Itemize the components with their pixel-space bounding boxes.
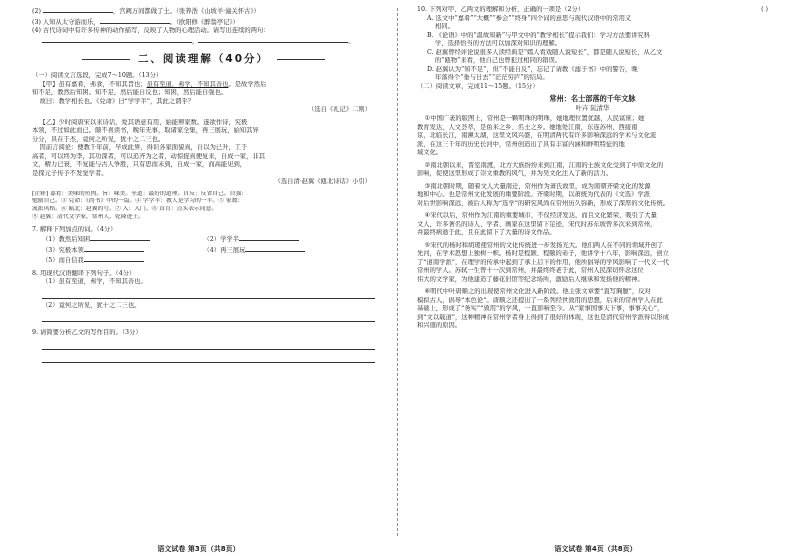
answer-blank[interactable] (100, 17, 170, 24)
option-d-cont: 年落得个“垂与日去”“茫茫穷庐”的结局。 (435, 74, 549, 81)
option-c-cont: 的“瓯物”来看，他自己也曾犯过相同的错误。 (435, 57, 562, 64)
answer-blank[interactable] (43, 6, 113, 13)
question-7-items: （1）教然后知困 （2）学学半 (32, 234, 375, 245)
answer-blank[interactable] (84, 255, 144, 262)
answer-line[interactable] (42, 340, 375, 350)
option-b: B. 《论语》中的“温故知新”与甲文中的“教学相长”提示我们：学习方法要讲究科 (427, 31, 651, 39)
question-10: 10. 下列对甲、乙两文的理解和分析，正确的一项是（2分） ( ) (417, 6, 768, 13)
question-8-item: （2）竟何之所见，犹十之二三也。 (42, 301, 141, 309)
option-b-cont: 学，选择恰当的方法可以加深对知识的理解。 (435, 40, 561, 47)
option-c: C. 赵翼曾经评论说很多人读经典是“嫣人看戏随人说短长”，都是随人说短长，从乙文 (427, 48, 663, 56)
answer-line[interactable] (42, 312, 375, 322)
question-8-item: （1）虽有至道，弗学，不知其善也。 (42, 278, 147, 286)
annotations: [注释] 嘉肴：美味的鱼肉。旨：味美。至道：最好的道理。自反：反省自己。自强： 勉励自己。③ 兑命：《尚书》中的一篇。④ 学学半：教人是学习的一半。⑤ 家数： 流派风格。⑥ 瓯北：赵翼的号。⑦ 入：入门。⑧ 首肯：点头表示同意。 ⑨ 赵翼：清代文学家，常州人，乾隆进士。 (32, 190, 248, 221)
question-7-items: （3）究极本领 （4）再三展玩 (32, 245, 375, 256)
answer-line[interactable] (42, 289, 375, 299)
page-footer: 语文试卷 第3页（共8页） (157, 544, 240, 553)
answer-line: ， 。 (32, 36, 375, 47)
section-title: 二、阅读理解（40分） (32, 52, 375, 66)
answer-blank[interactable] (198, 36, 348, 43)
answer-bracket[interactable]: ( ) (761, 6, 768, 13)
article-author: 叶卉 阮清华 (575, 104, 610, 112)
question-7-item: （5）而自信我 (32, 255, 375, 266)
answer-blank[interactable] (90, 234, 150, 241)
question-9: 9. 请简要分析乙文的写作目的。（3分） (32, 329, 142, 337)
article-title: 常州：名士部落的千年文脉 (549, 94, 636, 103)
exam-page-4 (397, 0, 794, 560)
passage-jia: 【甲】虽有嘉肴，弗食，不知其旨也；虽有至道，弗学，不知其善也。是故学然后 知不足，教然后知困。知不足，然后能自反也；知困，然后能自强也。 故曰：教学相长也。《兑命》曰“学学半”，其此之谓乎？ （选自《礼记》二则） (32, 80, 371, 114)
question-line: (3) 人知从太守游而乐， 。（欧阳修《醉翁亭记》） (32, 18, 239, 26)
passage-yi: 【乙】少时阅唐宋以来诗话，爱其语意有用，始能辨家数。遂欲作诗，究极 本领，不过如此而已。颇不喜读书，晚年无事，取诸家全集，再三展玩，始知其异 分分，具在于杰，竟何之所见，犹十之二三也。 因前言阅论：便教千年前，早成此界，得识各家面貌真，自以为已升，工于 高者，可以终为李，其功深者，可以追齐为之者，动惊捉真便复来，自成一家，非其 文，精力已衰，不复能与古人争胜，只有思而未到，自成一家，而高能见到， 是探元子传予不发觉学者。 （选自清·赵翼《瓯北诗话》小引） (32, 118, 371, 186)
question-8: 8. 用现代汉语翻译下列句子。（4分） (32, 269, 136, 277)
question-7: 7. 解释下列加点的词。（4分） (32, 225, 117, 233)
answer-blank[interactable] (84, 245, 144, 252)
option-d: D. 赵翼认为“知不足”，但“不能自反”，忘记了请教《滤子书》中的警告，晚 (427, 65, 638, 73)
answer-blank[interactable] (42, 36, 192, 43)
subsection-heading: （一）阅读文言选段，完成7～10题。（13分） (32, 72, 163, 80)
option-a: A. 选文中“嘉肴”“大概”“参会”“终身”四个词的意思与现代汉语中的常用义 (427, 14, 632, 22)
question-line: (2) ，宫阙万间都做了土。（张养浩《山坡羊·潼关怀古》） (32, 8, 260, 15)
option-a-cont: 相同。 (435, 23, 454, 30)
answer-blank[interactable] (239, 234, 299, 241)
answer-line[interactable] (42, 353, 375, 363)
page-footer: 语文试卷 第4页（共8页） (554, 544, 637, 553)
answer-blank[interactable] (245, 245, 305, 252)
subsection-heading: （二）阅读文章，完成11～15题。（15分） (417, 82, 539, 90)
article-body: ①中国广袤的版图上，常州是一颗明珠的明珠，她地理位置优越，人民富庶；她 教育发达，人文荟萃，是鱼米之乡、名士之乡。她地处江南，东连苏州、西接南 京，北临长江，南濒太湖，这里文风兴盛，在明清两代有许多影响深远的学术与文化流 派，在这三千年的历史长河中，常州创造出了具有丰富内涵和鲜明特征的地 域文化。 ②南北朝以来，晋室南渡，北方大族纷纷来到江南，江南的士族文化受到了中原文化的 影响，促使这里形成了崇文重教的风气，并为吴文化注入了新的活力。 ③南北朝时期，随着文人大量南迁，常州作为萧氏故里，成为南朝齐梁文化的发源 地和中心。也是常州文化发展的重要阶段。齐梁时期，以萧统为代表的《文选》学派 对后世影响深远，被后人称为“选学”的研究风尚在常州历久弥新，形成了深厚的文化传统。 ④宋代以后，常州作为江南的重要城市，不仅经济发达，而且文化繁荣，吸引了大量 文人，许多著名的诗人、学者、画家在这里留下足迹，宋代时苏东坡曾多次来到常州， 并最终病逝于此，且在此留下了大量的诗文作品。 ⑤宋代的杨时和胡瑗使常州的文化传统进一步发扬光大。他们两人在不同的领域开创了 先河，在学术思想上独树一帜。杨时是程颢、程颐的弟子，他讲学十八年，影响深远，创立 了“道南学派”，在理学的传承中起到了承上启下的作用，他所倡导的学风影响了一代又一代 常州的学人。苏轼一生曾十一次到常州，并最终终老于此，常州人民深切怀念这位 伟大的文学家，为他建造了藤花旧馆等纪念场所，激励后人继承和发扬他的精神。 ⑥明代中叶唐顺之的出现使常州文化进入新阶段。他主张文章要“直写胸臆”，反对 模拟古人，倡导“本色论”。唐顺之还提出了一系列经世致用的思想，后来的常州学人在此 基础上，形成了“务实”“致用”的学风，一直影响至今。从“家事国事天下事，事事关心”， 到“文以载道”，这种精神在常州学者身上得到了很好的体现，这也是清代常州学派得以形成 和兴盛的原因。 (417, 115, 670, 330)
question-line: (4) 古代诗词中有许多传神的动作描写，反映了人物的心理活动。请写出连续的两句： (32, 27, 270, 34)
